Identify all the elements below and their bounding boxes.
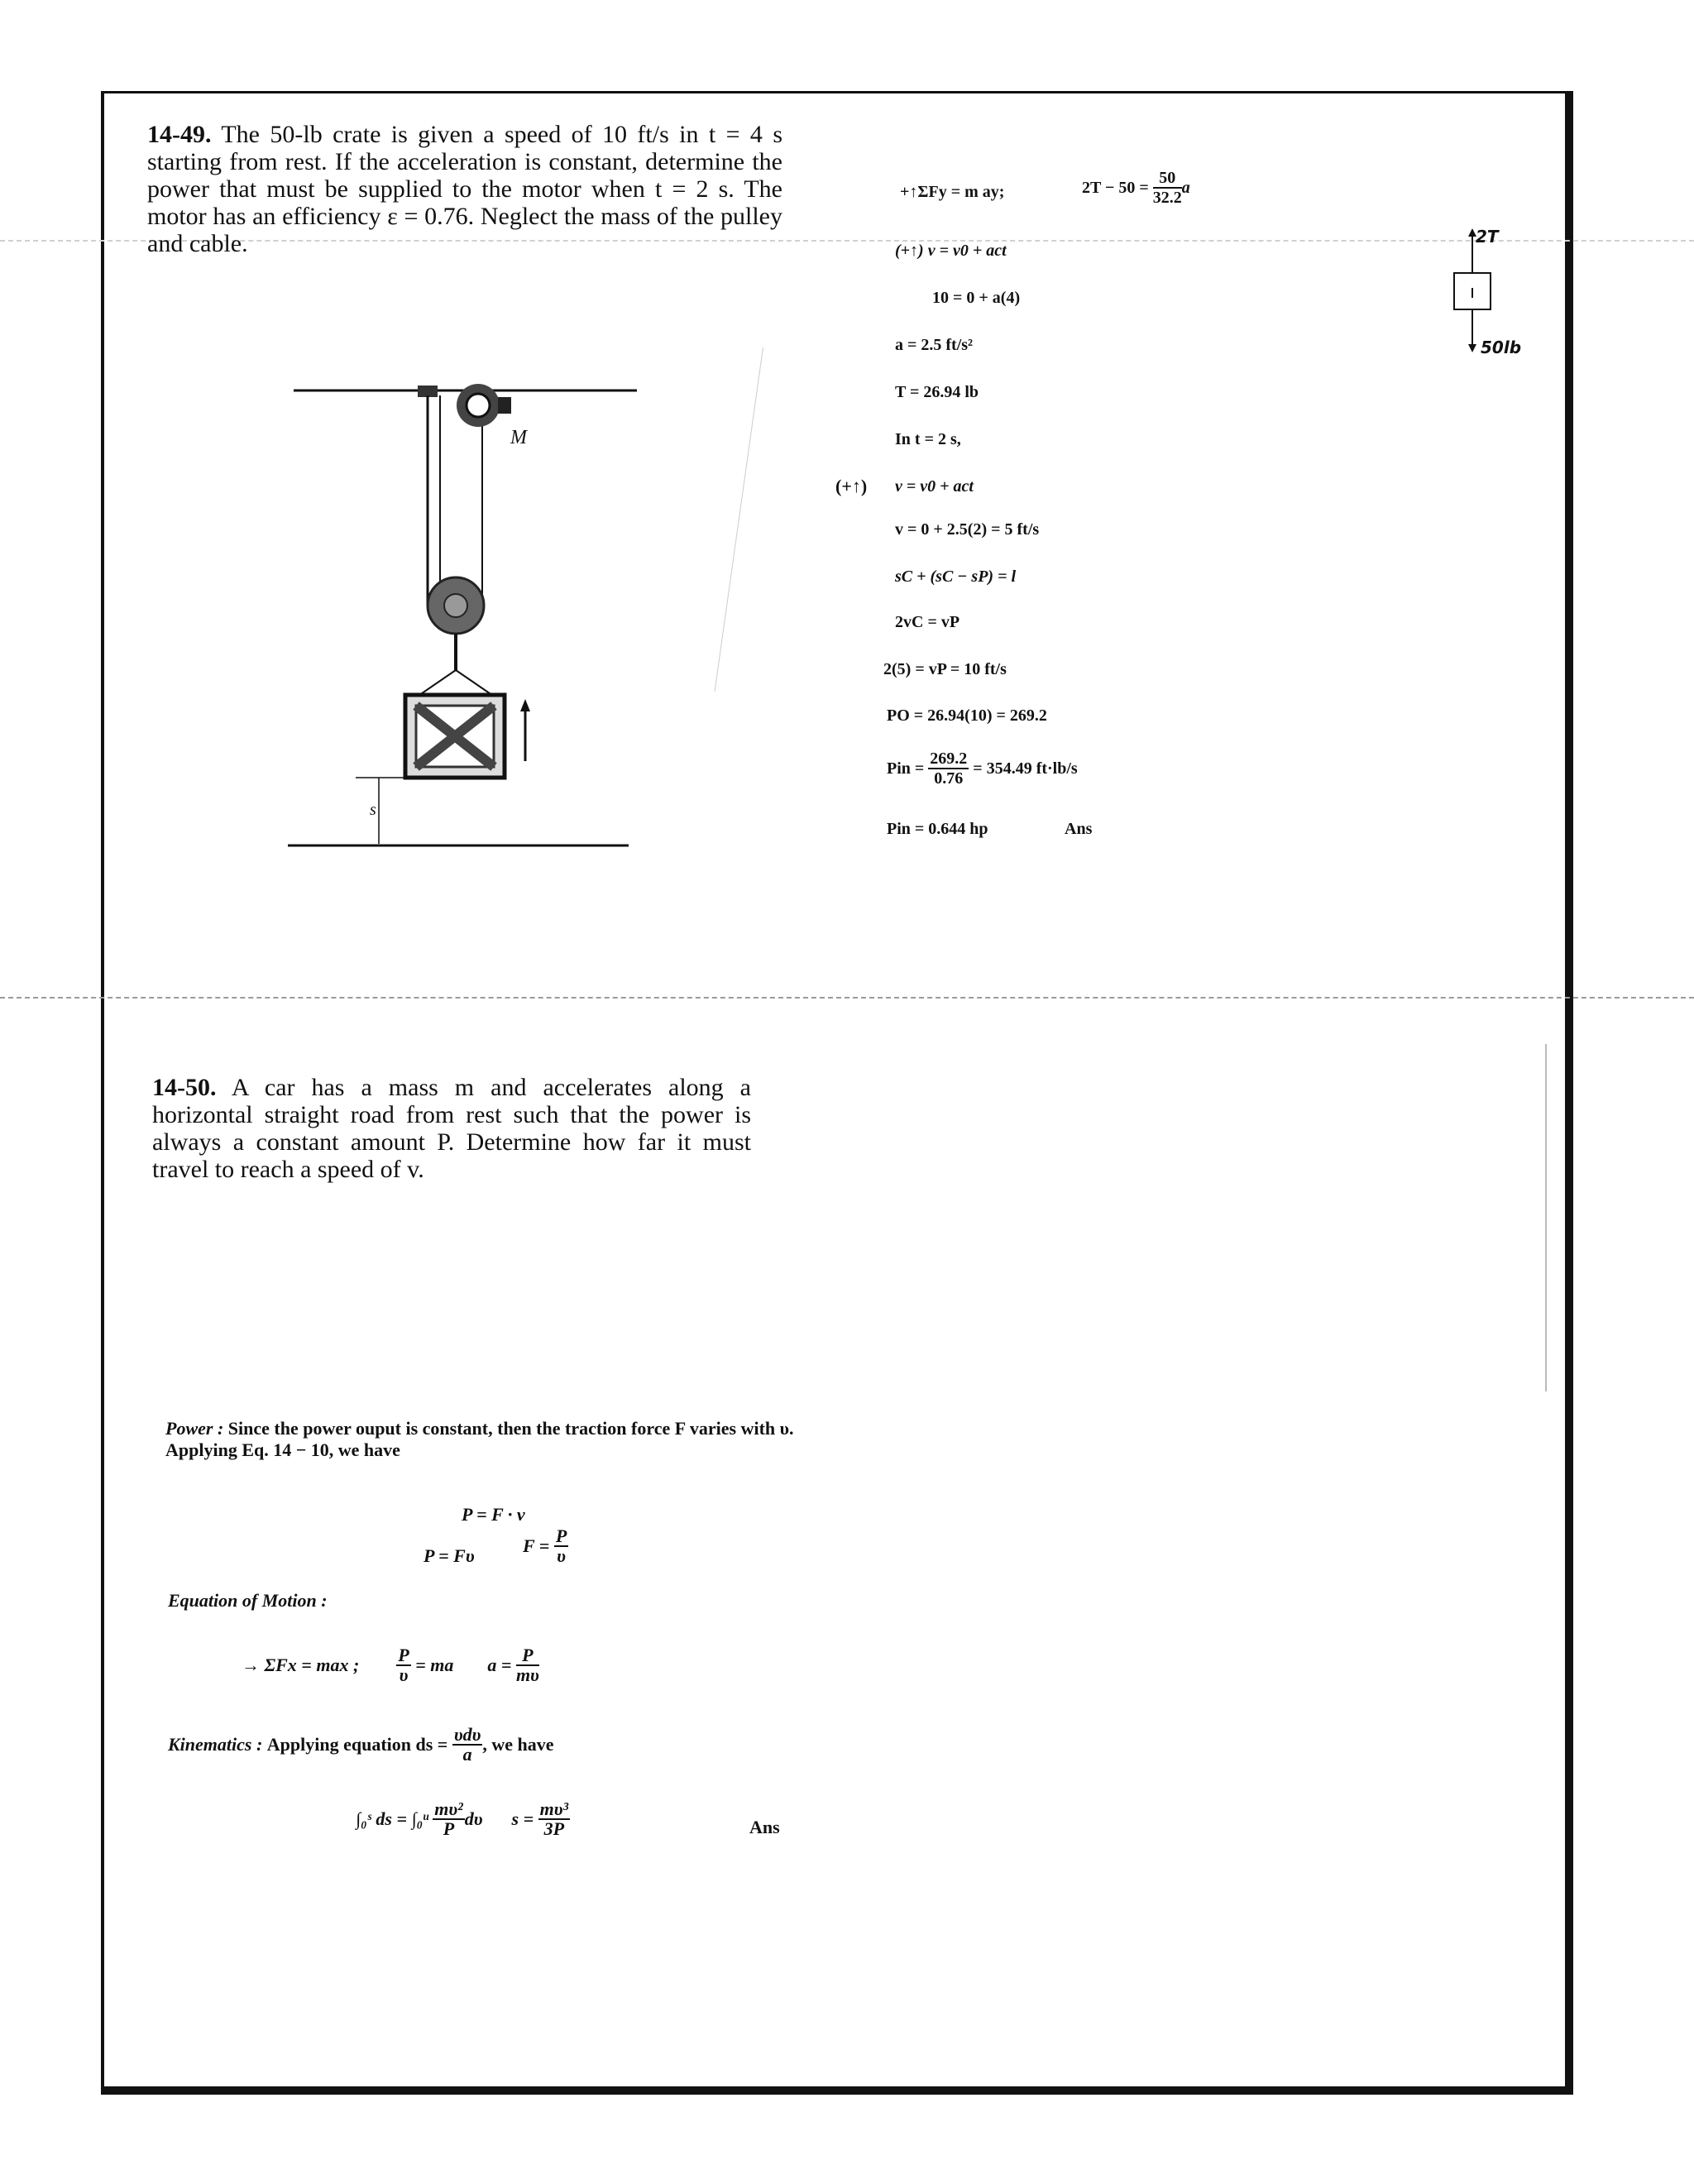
solution-line-2: (+↑) v = v0 + act (895, 242, 1007, 260)
problem-14-50-statement (152, 1074, 751, 1183)
solution-line-12: PO = 26.94(10) = 269.2 (887, 706, 1047, 725)
solution-line-3: 10 = 0 + a(4) (932, 289, 1021, 307)
answer-14-50: Ans (749, 1817, 780, 1837)
problem-text: The 50-lb crate is given a speed of 10 ft/s in t = 4 s starting from rest. If the acceleration is constant, determine the power that must be supplied to the motor when t = 2 s. The motor has an efficiency ε = 0.76. Neglect the mass of the pulley and cable. (147, 121, 782, 257)
height-label: s (370, 801, 376, 819)
integral-equation: ∫₀ˢ ds = ∫₀ᵘ $\frac{\text{mυ²}}{P}$ dυ s = $\frac{\text{mυ³}}{3P}$ (356, 1798, 569, 1839)
solution-line-9: sC + (sC − sP) = l (895, 568, 1017, 586)
solution-line-14: Pin = 0.644 hp (887, 820, 988, 838)
power-paragraph: Power : Since the power ouput is constant, then the traction force F varies with υ. Applying Eq. 14 − 10, we have (165, 1418, 794, 1460)
pulley-crate-figure (281, 372, 645, 852)
section-divider (0, 997, 1694, 999)
problem-number: 14-49. (147, 121, 212, 148)
problem-14-49-statement (147, 121, 782, 257)
motion-heading: Equation of Motion : (168, 1590, 328, 1611)
solution-line-8: v = 0 + 2.5(2) = 5 ft/s (895, 520, 1040, 539)
solution-line-5: T = 26.94 lb (895, 383, 979, 401)
solution-line-10: 2vC = vP (895, 613, 960, 631)
problem-text: A car has a mass m and accelerates along a horizontal straight road from rest such that the power is always a constant amount P. Determine how far it must travel to reach a speed of v. (152, 1074, 751, 1183)
solution-line-6: In t = 2 s, (895, 430, 961, 448)
solution-line-13: Pin = $\frac{269.2}{0.76}$ = 354.49 ft·lb/s (887, 750, 1078, 788)
solution-line-4: a = 2.5 ft/s² (895, 336, 974, 354)
fbd-bottom-label: 50lb (1481, 338, 1522, 357)
solution-line-11: 2(5) = vP = 10 ft/s (883, 660, 1007, 678)
kinematics-line: Kinematics : Applying equation ds = $\frac{\text{υdυ}}{a}$ , we have (168, 1724, 554, 1765)
fbd-top-label: 2T (1476, 227, 1499, 247)
motor-label: M (510, 427, 527, 448)
answer-14-49: Ans (1065, 820, 1093, 838)
eq-power-3: F = $\frac{P}{\upsilon}$ (523, 1525, 567, 1566)
solution-line-1-right: 2T − 50 = $\frac{50}{32.2}$ a (1082, 169, 1190, 207)
eq-power-1: P = F · v (462, 1504, 525, 1525)
problem-number: 14-50. (152, 1074, 217, 1101)
motion-equation: → ΣFx = max ; $\frac{P}{\upsilon}$ = ma a = $\frac{P}{m\upsilon}$ (242, 1645, 539, 1685)
scan-mark (1545, 1044, 1547, 1391)
solution-line-1: +↑ΣFy = m ay; (900, 183, 1005, 201)
eq-power-2: P = Fυ (424, 1545, 475, 1566)
solution-line-7: v = v0 + act (895, 477, 974, 496)
solution-line-7-sign: (+↑) (835, 476, 868, 496)
